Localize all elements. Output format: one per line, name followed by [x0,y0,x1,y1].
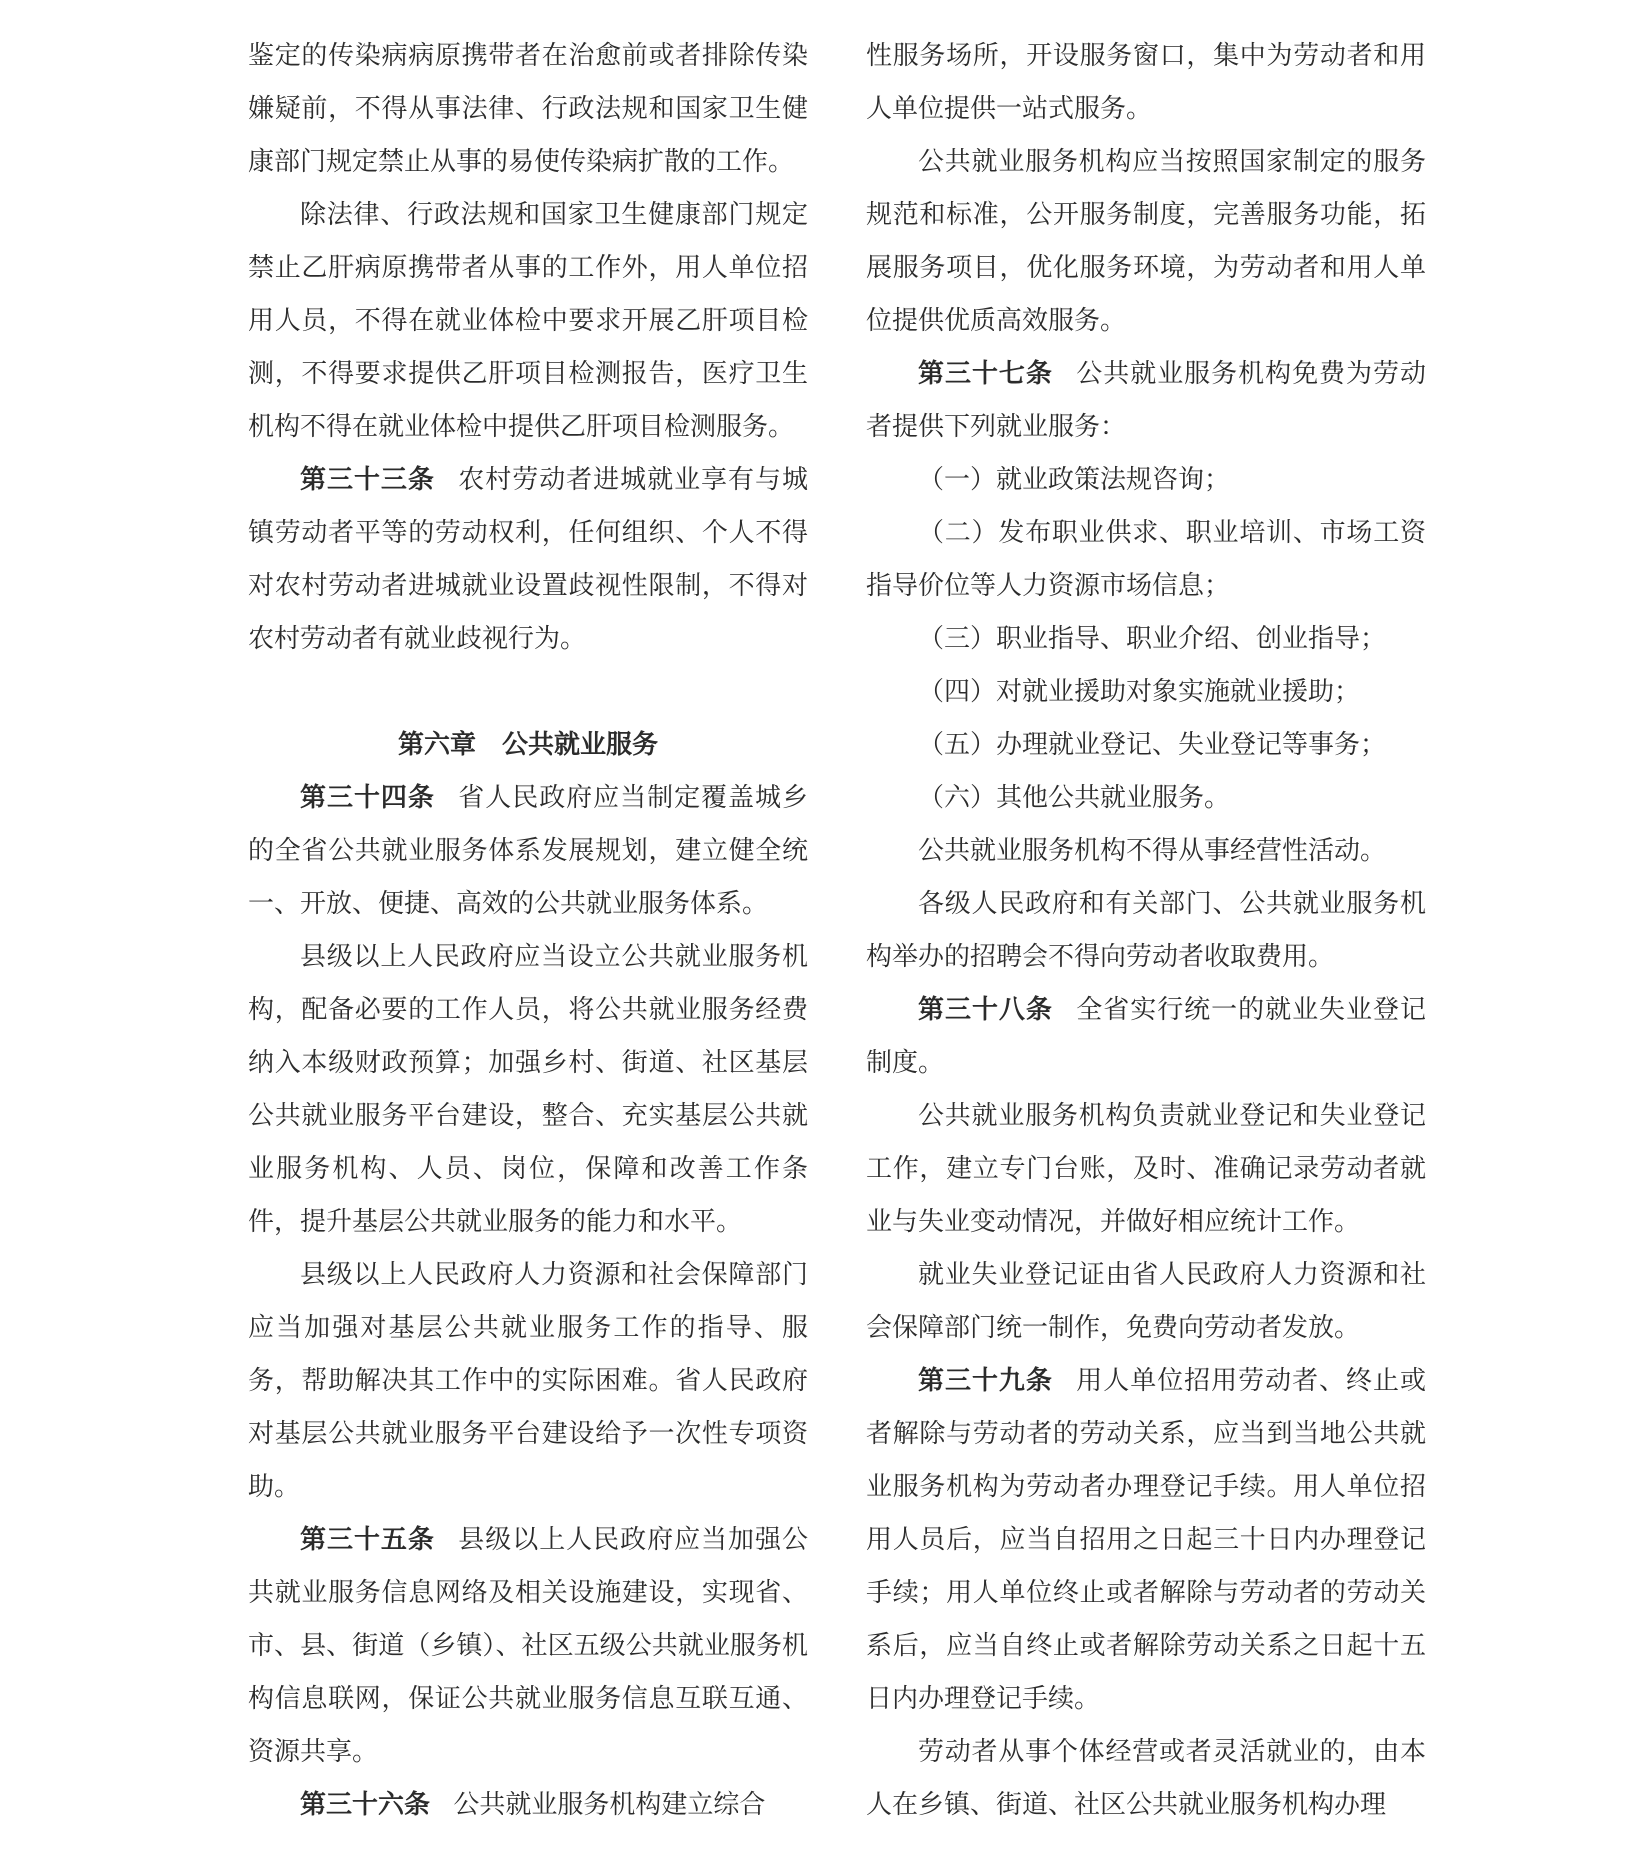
paragraph: 各级人民政府和有关部门、公共就业服务机构举办的招聘会不得向劳动者收取费用。 [866,889,1426,972]
list-item: （二）发布职业供求、职业培训、市场工资指导价位等人力资源市场信息； [866,518,1426,601]
article-34 [248,772,808,931]
list-item: （六）其他公共就业服务。 [918,783,1231,813]
article-text: 省人民政府应当制定覆盖城乡的全省公共就业服务体系发展规划，建立健全统一、开放、便捷、高效的公共就业服务体系。 [248,783,808,919]
chapter-number: 第六章 [397,730,476,760]
paragraph: 公共就业服务机构不得从事经营性活动。 [918,836,1387,866]
article-text: 公共就业服务机构建立综合 [453,1790,766,1820]
article-text: 公共就业服务机构免费为劳动者提供下列就业服务： [866,359,1426,442]
paragraph: 县级以上人民政府应当设立公共就业服务机构，配备必要的工作人员，将公共就业服务经费纳入本级财政预算；加强乡村、街道、社区基层公共就业服务平台建设，整合、充实基层公共就业服务机构、人员、岗位，保障和改善工作条件，提升基层公共就业服务的能力和水平。 [248,942,808,1237]
article-39 [866,1355,1426,1726]
article-label: 第三十五条 [300,1525,435,1555]
article-38 [866,984,1426,1090]
article-label: 第三十三条 [300,465,435,495]
right-column [866,30,1426,1832]
article-label: 第三十六条 [300,1790,431,1820]
paragraph: 性服务场所，开设服务窗口，集中为劳动者和用人单位提供一站式服务。 [866,41,1426,124]
article-text: 用人单位招用劳动者、终止或者解除与劳动者的劳动关系，应当到当地公共就业服务机构为劳动者办理登记手续。用人单位招用人员后，应当自招用之日起三十日内办理登记手续；用人单位终止或者解除与劳动者的劳动关系后，应当自终止或者解除劳动关系之日起十五日内办理登记手续。 [866,1366,1426,1714]
list-item: （一）就业政策法规咨询； [918,465,1231,495]
paragraph: 劳动者从事个体经营或者灵活就业的，由本人在乡镇、街道、社区公共就业服务机构办理 [866,1737,1426,1820]
article-label: 第三十七条 [918,359,1053,389]
chapter-title: 公共就业服务 [502,730,659,760]
article-37 [866,348,1426,454]
article-text: 农村劳动者进城就业享有与城镇劳动者平等的劳动权利，任何组织、个人不得对农村劳动者进城就业设置歧视性限制，不得对农村劳动者有就业歧视行为。 [248,465,808,654]
list-item: （五）办理就业登记、失业登记等事务； [918,730,1387,760]
list-item: （四）对就业援助对象实施就业援助； [918,677,1361,707]
article-33 [248,454,808,666]
paragraph: 除法律、行政法规和国家卫生健康部门规定禁止乙肝病原携带者从事的工作外，用人单位招用人员，不得在就业体检中要求开展乙肝项目检测，不得要求提供乙肝项目检测报告，医疗卫生机构不得在就业体检中提供乙肝项目检测服务。 [248,200,808,442]
article-35 [248,1514,808,1779]
chapter-heading [248,666,808,772]
paragraph: 鉴定的传染病病原携带者在治愈前或者排除传染嫌疑前，不得从事法律、行政法规和国家卫生健康部门规定禁止从事的易使传染病扩散的工作。 [248,41,808,177]
article-text: 全省实行统一的就业失业登记制度。 [866,995,1426,1078]
article-text: 县级以上人民政府应当加强公共就业服务信息网络及相关设施建设，实现省、市、县、街道（乡镇）、社区五级公共就业服务机构信息联网，保证公共就业服务信息互联互通、资源共享。 [248,1525,808,1767]
article-36 [248,1779,808,1832]
list-item: （三）职业指导、职业介绍、创业指导； [918,624,1387,654]
paragraph: 就业失业登记证由省人民政府人力资源和社会保障部门统一制作，免费向劳动者发放。 [866,1260,1426,1343]
article-label: 第三十九条 [918,1366,1053,1396]
paragraph: 公共就业服务机构负责就业登记和失业登记工作，建立专门台账，及时、准确记录劳动者就业与失业变动情况，并做好相应统计工作。 [866,1101,1426,1237]
paragraph: 县级以上人民政府人力资源和社会保障部门应当加强对基层公共就业服务工作的指导、服务，帮助解决其工作中的实际困难。省人民政府对基层公共就业服务平台建设给予一次性专项资助。 [248,1260,808,1502]
article-label: 第三十八条 [918,995,1053,1025]
article-label: 第三十四条 [300,783,435,813]
paragraph: 公共就业服务机构应当按照国家制定的服务规范和标准，公开服务制度，完善服务功能，拓展服务项目，优化服务环境，为劳动者和用人单位提供优质高效服务。 [866,147,1426,336]
left-column [248,30,808,1832]
